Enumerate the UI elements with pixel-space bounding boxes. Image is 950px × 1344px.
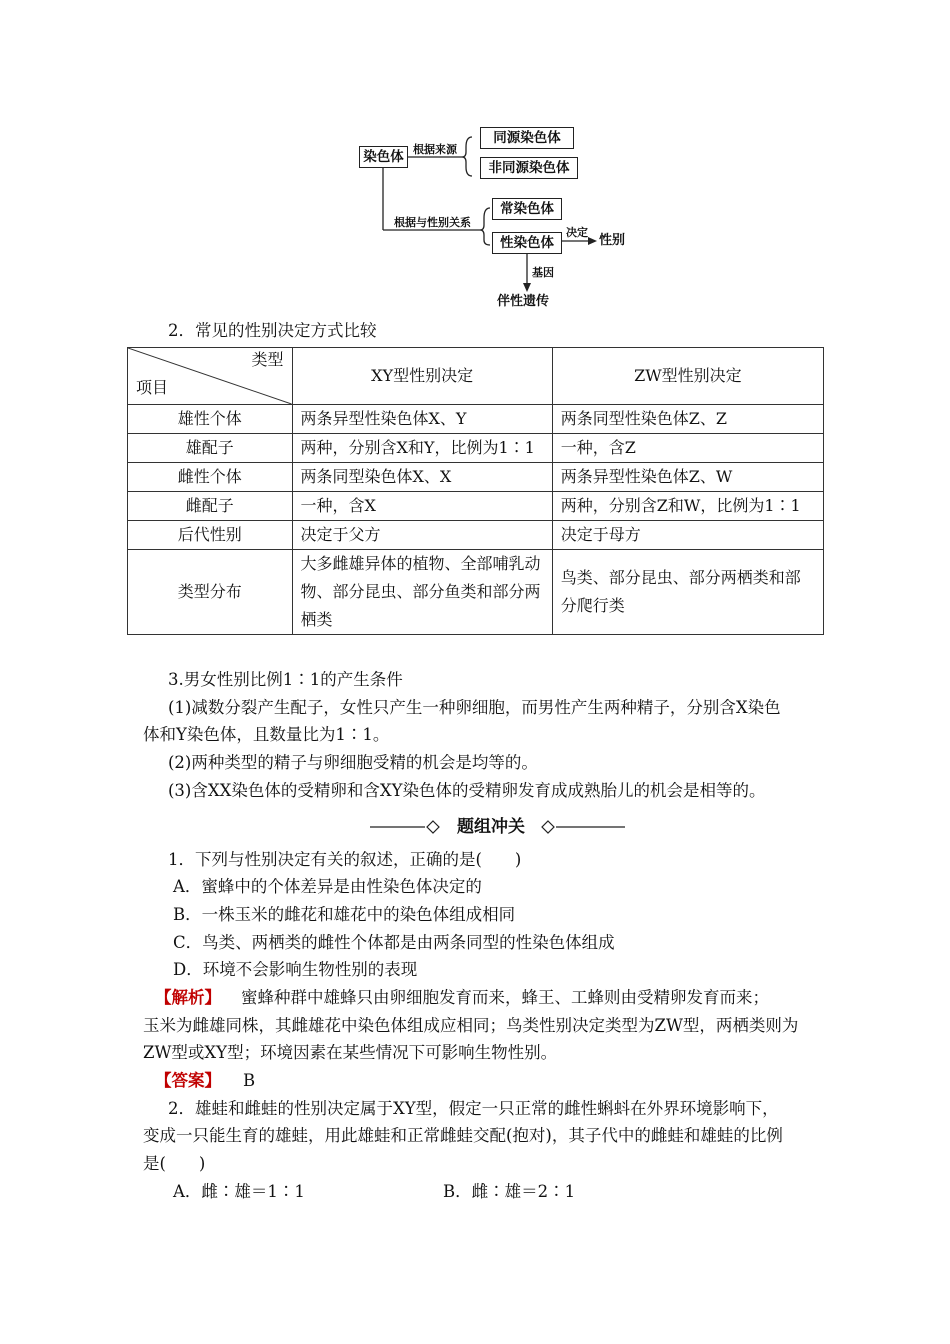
row-label: 雄性个体 xyxy=(128,405,293,434)
answer-tag: 【答案】 xyxy=(155,1071,221,1090)
section-3-title: 3.男女性别比例1∶1的产生条件 xyxy=(168,670,403,689)
header-item-label: 项目 xyxy=(136,378,169,397)
cell-xy: 一种，含X xyxy=(292,492,552,521)
diagram-sex-label: 性别 xyxy=(599,233,626,248)
table-row xyxy=(128,521,824,550)
diagram-connectors xyxy=(0,0,950,320)
cell-zw: 一种，含Z xyxy=(552,434,823,463)
cell-zw: 两条同型性染色体Z、Z xyxy=(552,405,823,434)
header-zw: ZW型性别决定 xyxy=(552,348,823,405)
table-header-row xyxy=(128,348,824,405)
section-3-p1b: 体和Y染色体，且数量比为1∶1。 xyxy=(143,725,390,744)
sex-determination-table xyxy=(127,347,824,635)
diagram-edge-source: 根据来源 xyxy=(413,143,457,156)
cell-zw: 两种，分别含Z和W，比例为1∶1 xyxy=(552,492,823,521)
table-row xyxy=(128,434,824,463)
section-3-p1a: (1)减数分裂产生配子，女性只产生一种卵细胞，而男性产生两种精子，分别含X染色 xyxy=(168,698,781,717)
cell-xy: 两条同型染色体X、X xyxy=(292,463,552,492)
header-type-label: 类型 xyxy=(251,350,284,369)
cell-xy: 决定于父方 xyxy=(292,521,552,550)
cell-zw: 决定于母方 xyxy=(552,521,823,550)
header-xy: XY型性别决定 xyxy=(292,348,552,405)
cell-zw: 两条异型性染色体Z、W xyxy=(552,463,823,492)
q1-answer-line xyxy=(155,1071,255,1091)
diagram-homologous-box: 同源染色体 xyxy=(480,127,574,149)
table-row xyxy=(128,550,824,635)
group-heading-text: 题组冲关 xyxy=(457,817,525,837)
table-row xyxy=(128,405,824,434)
row-label: 后代性别 xyxy=(128,521,293,550)
table-corner-cell xyxy=(128,348,293,405)
diagram-nonhomologous-box: 非同源染色体 xyxy=(480,157,578,179)
cell-xy: 大多雌雄异体的植物、全部哺乳动物、部分昆虫、部分鱼类和部分两栖类 xyxy=(292,550,552,635)
row-label: 雌配子 xyxy=(128,492,293,521)
q2-stem-line2: 变成一只能生育的雄蛙，用此雄蛙和正常雌蛙交配(抱对)，其子代中的雌蛙和雄蛙的比例 xyxy=(143,1126,783,1145)
diagram-root-box: 染色体 xyxy=(359,146,408,168)
group-heading xyxy=(370,816,625,838)
row-label: 雄配子 xyxy=(128,434,293,463)
row-label: 类型分布 xyxy=(128,550,293,635)
diagram-autosome-box: 常染色体 xyxy=(492,198,562,220)
section-3-p3: (3)含XX染色体的受精卵和含XY染色体的受精卵发育成成熟胎儿的机会是相等的。 xyxy=(168,781,766,800)
q1-option-c: C．鸟类、两栖类的雌性个体都是由两条同型的性染色体组成 xyxy=(173,933,615,952)
cell-xy: 两种，分别含X和Y，比例为1∶1 xyxy=(292,434,552,463)
cell-zw: 鸟类、部分昆虫、部分两栖类和部分爬行类 xyxy=(552,550,823,635)
q2-option-a: A．雌∶雄＝1∶1 xyxy=(173,1182,305,1201)
analysis-tag: 【解析】 xyxy=(155,988,221,1007)
q2-stem-line1: 2．雄蛙和雌蛙的性别决定属于XY型，假定一只正常的雌性蝌蚪在外界环境影响下， xyxy=(168,1099,779,1118)
cell-xy: 两条异型性染色体X、Y xyxy=(292,405,552,434)
q1-option-b: B．一株玉米的雌花和雄花中的染色体组成相同 xyxy=(173,905,516,924)
diagram-sex-chromosome-box: 性染色体 xyxy=(492,232,562,254)
table-row xyxy=(128,463,824,492)
q1-analysis-line2: 玉米为雌雄同株，其雌雄花中染色体组成应相同；鸟类性别决定类型为ZW型，两栖类则为 xyxy=(143,1016,799,1035)
q1-stem: 1．下列与性别决定有关的叙述，正确的是( ) xyxy=(168,850,522,869)
section-3-p2: (2)两种类型的精子与卵细胞受精的机会是均等的。 xyxy=(168,753,538,772)
diagram-edge-gene: 基因 xyxy=(532,266,554,279)
row-label: 雌性个体 xyxy=(128,463,293,492)
q1-analysis-line1 xyxy=(155,988,769,1008)
diagram-edge-decide: 决定 xyxy=(566,226,588,239)
q1-analysis-line3: ZW型或XY型；环境因素在某些情况下可影响生物性别。 xyxy=(143,1043,558,1062)
section-2-title: 2．常见的性别决定方式比较 xyxy=(168,321,377,340)
q2-option-b: B．雌∶雄＝2∶1 xyxy=(443,1182,576,1201)
diagram-edge-sex-relation: 根据与性别关系 xyxy=(394,216,471,229)
q2-stem-line3: 是( ) xyxy=(143,1154,206,1173)
diagram-sex-linked-label: 伴性遗传 xyxy=(497,294,550,309)
q1-option-d: D．环境不会影响生物性别的表现 xyxy=(173,960,418,979)
table-row xyxy=(128,492,824,521)
q1-option-a: A．蜜蜂中的个体差异是由性染色体决定的 xyxy=(173,877,482,896)
answer-value: B xyxy=(243,1071,256,1090)
analysis-text-1: 蜜蜂种群中雄蜂只由卵细胞发育而来，蜂王、工蜂则由受精卵发育而来； xyxy=(241,988,769,1007)
